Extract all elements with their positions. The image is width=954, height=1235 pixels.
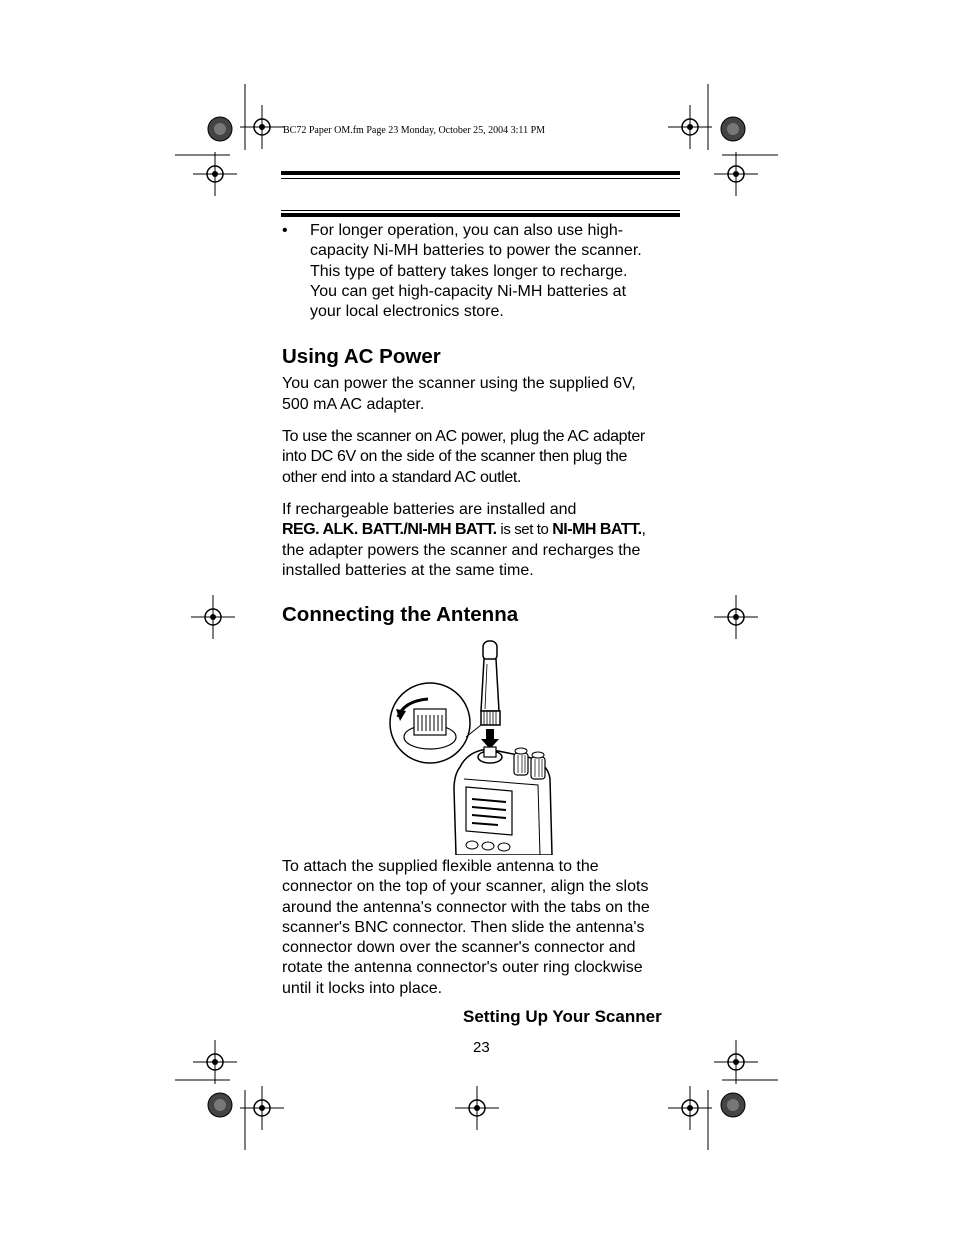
text-line: To attach the supplied flexible antenna to the: [282, 858, 599, 875]
registration-star-icon: [721, 1093, 745, 1117]
file-slug: BC72 Paper OM.fm Page 23 Monday, October 25, 2004 3:11 PM: [283, 125, 546, 136]
section-heading-antenna: Connecting the Antenna: [282, 603, 519, 627]
registration-star-icon: [208, 117, 232, 141]
text-fragment: ,: [641, 521, 646, 539]
bullet-line: your local electronics store.: [310, 303, 504, 321]
bullet-symbol: •: [282, 222, 288, 239]
text-line: into DC 6V on the side of the scanner then plug the: [282, 448, 628, 466]
registration-cross-icon: [714, 1040, 758, 1084]
section-heading-ac-power: Using AC Power: [282, 345, 441, 369]
registration-cross-icon: [668, 105, 712, 149]
footer-section-title: Setting Up Your Scanner: [463, 1007, 662, 1026]
registration-cross-icon: [193, 1040, 237, 1084]
text-line: the adapter powers the scanner and recharges the: [282, 541, 641, 559]
registration-cross-icon: [455, 1086, 499, 1130]
text-line: other end into a standard AC outlet.: [282, 468, 522, 486]
setting-value: NI-MH BATT.: [552, 521, 642, 539]
registration-cross-icon: [193, 152, 237, 196]
header-rule-thin: [281, 178, 680, 179]
section-rule-thin: [281, 210, 680, 211]
setting-name: REG. ALK. BATT./NI-MH BATT.: [282, 521, 497, 539]
text-line: If rechargeable batteries are installed and: [282, 500, 577, 518]
text-line: until it locks into place.: [282, 979, 443, 997]
paragraph: [282, 427, 682, 488]
text-fragment: is set to: [496, 521, 553, 539]
bullet-item: [282, 221, 682, 322]
text-line: around the antenna's connector with the tabs on the: [282, 898, 650, 916]
registration-cross-icon: [240, 1086, 284, 1130]
registration-cross-icon: [240, 105, 284, 149]
antenna-instructions: [282, 857, 682, 999]
text-line: You can power the scanner using the supplied 6V,: [282, 375, 636, 393]
registration-star-icon: [208, 1093, 232, 1117]
text-line: To use the scanner on AC power, plug the AC adapter: [282, 428, 645, 446]
page-number: 23: [473, 1039, 490, 1056]
bullet-line: For longer operation, you can also use high-: [310, 222, 624, 239]
text-line: connector on the top of your scanner, align the slots: [282, 878, 649, 896]
bullet-line: capacity Ni-MH batteries to power the scanner.: [310, 242, 642, 260]
section-rule: [281, 213, 680, 217]
text-line: installed batteries at the same time.: [282, 561, 534, 579]
bullet-line: You can get high-capacity Ni-MH batteries at: [310, 282, 627, 300]
page-body: [282, 221, 682, 627]
registration-cross-icon: [714, 595, 758, 639]
antenna-illustration: [388, 639, 568, 855]
bullet-line: This type of battery takes longer to recharge.: [310, 262, 628, 280]
registration-cross-icon: [714, 152, 758, 196]
text-line: 500 mA AC adapter.: [282, 395, 425, 413]
text-line: connector down over the scanner's connector and: [282, 939, 636, 957]
paragraph: [282, 374, 682, 415]
registration-cross-icon: [668, 1086, 712, 1130]
text-line: scanner's BNC connector. Then slide the antenna's: [282, 918, 645, 936]
header-rule: [281, 171, 680, 175]
paragraph: [282, 500, 682, 581]
registration-star-icon: [721, 117, 745, 141]
paragraph: [282, 857, 682, 999]
text-line: rotate the antenna connector's outer ring clockwise: [282, 959, 643, 977]
registration-cross-icon: [191, 595, 235, 639]
